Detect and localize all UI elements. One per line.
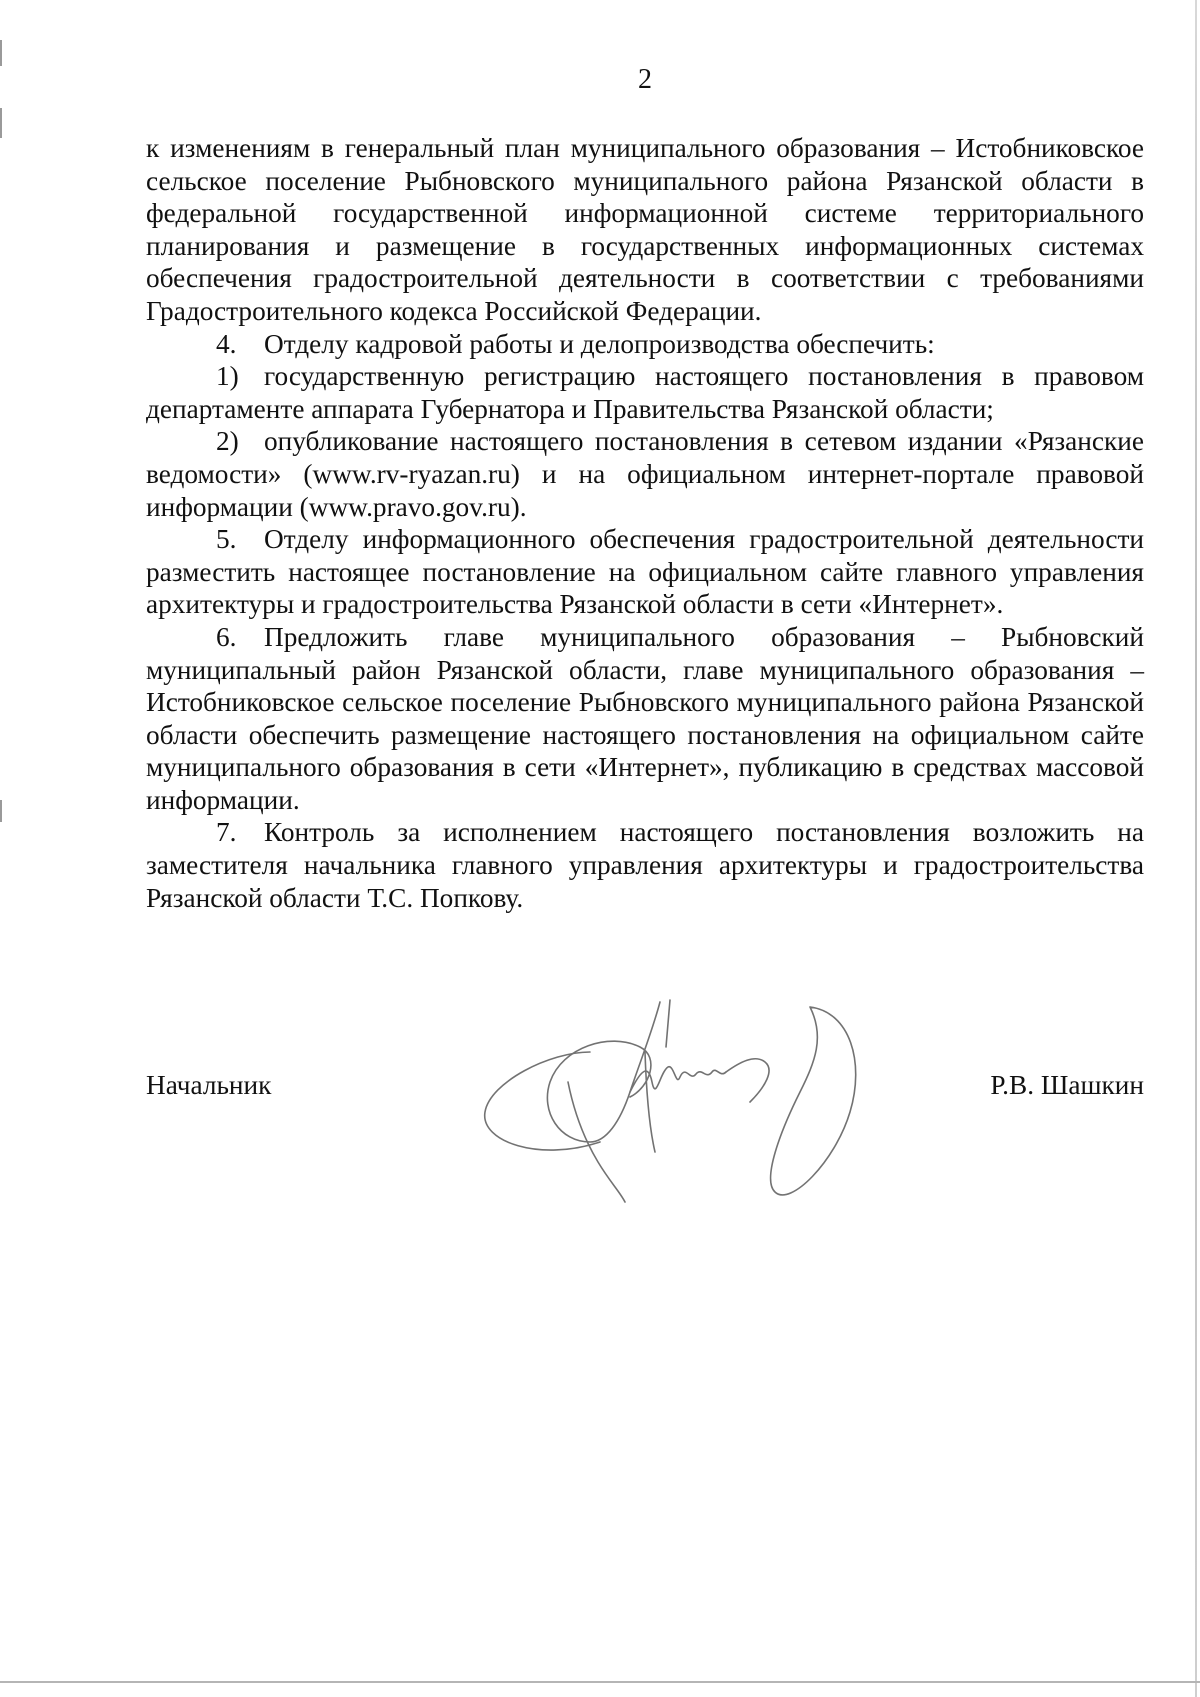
paragraph-text: Контроль за исполнением настоящего постановления возложить на заместителя начальника главного управления архитектуры и градостроительства Рязанской области Т.С. Попкову. — [146, 817, 1144, 913]
page-number: 2 — [638, 64, 652, 95]
paragraph-text: Предложить главе муниципального образования – Рыбновский муниципальный район Рязанской области, главе муниципального образования – Истобниковское сельское поселение Рыбновского муниципального района Рязанской области обеспечить размещение настоящего постановления на официальном сайте муниципального образования в сети «Интернет», публикацию в средствах массовой информации. — [146, 621, 1144, 815]
document-body — [146, 132, 1144, 914]
paragraph-number: 7. — [216, 817, 237, 848]
signatory-name: Р.В. Шашкин — [990, 1070, 1144, 1100]
paragraph-6 — [146, 621, 1144, 817]
scan-edge-bottom — [0, 1681, 1200, 1683]
paragraph-number: 6. — [216, 621, 237, 652]
paragraph-5 — [146, 523, 1144, 621]
scan-edge-right — [1195, 0, 1197, 1697]
subparagraph-number: 1) — [216, 361, 239, 392]
subparagraph-number: 2) — [216, 426, 239, 457]
subparagraph-text: государственную регистрацию настоящего постановления в правовом департаменте аппарата Губернатора и Правительства Рязанской области; — [146, 361, 1144, 424]
paragraph-text: Отделу кадровой работы и делопроизводства обеспечить: — [264, 328, 935, 359]
signatory-position: Начальник — [146, 1070, 272, 1100]
scan-edge-mark — [0, 800, 2, 822]
subparagraph-2 — [146, 425, 1144, 523]
paragraph-continuation: к изменениям в генеральный план муниципального образования – Истобниковское сельское поселение Рыбновского муниципального района Рязанской области в федеральной государственной информационной системе территориального планирования и размещение в государственных информационных системах обеспечения градостроительной деятельности в соответствии с требованиями Градостроительного кодекса Российской Федерации. — [146, 133, 1144, 326]
subparagraph-text: опубликование настоящего постановления в сетевом издании «Рязанские ведомости» (www.rv-ryazan.ru) и на официальном интернет-портале правовой информации (www.pravo.gov.ru). — [146, 426, 1144, 522]
paragraph-text: Отделу информационного обеспечения градостроительной деятельности разместить настоящее постановление на официальном сайте главного управления архитектуры и градостроительства Рязанской области в сети «Интернет». — [146, 524, 1144, 620]
handwritten-signature — [480, 992, 870, 1212]
scan-edge-mark — [0, 108, 2, 138]
paragraph-number: 4. — [216, 328, 237, 359]
scan-edge-mark — [0, 40, 2, 66]
paragraph-4 — [146, 328, 1144, 361]
paragraph-number: 5. — [216, 524, 237, 555]
paragraph-7 — [146, 816, 1144, 914]
subparagraph-1 — [146, 360, 1144, 425]
